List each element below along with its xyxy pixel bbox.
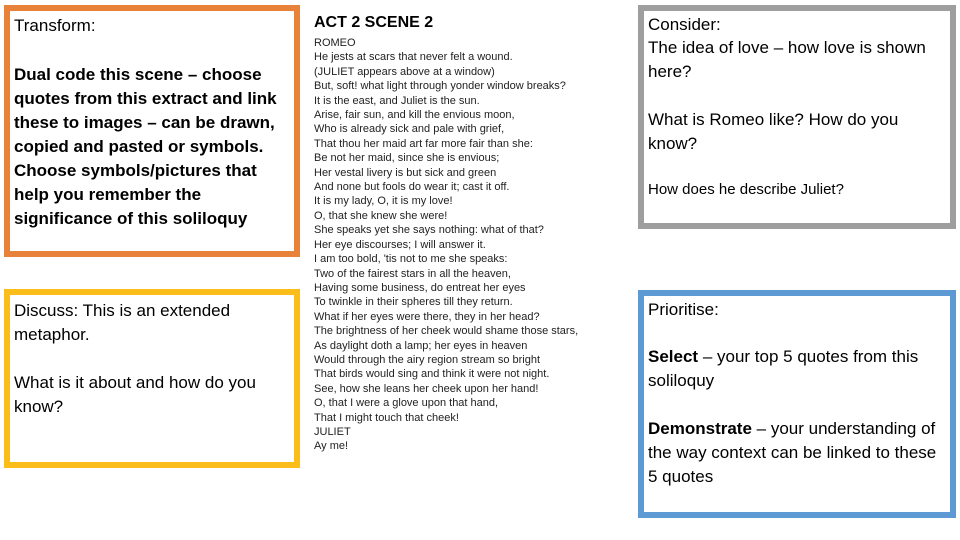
scene-extract [314,12,630,454]
scene-line: Arise, fair sun, and kill the envious moon, [314,109,515,122]
scene-line: He jests at scars that never felt a wound. [314,51,513,64]
consider-question-romeo: What is Romeo like? How do you know? [648,110,899,153]
discuss-title: Discuss: This is an extended metaphor. [14,301,231,344]
scene-line: It is the east, and Juliet is the sun. [314,94,480,107]
transform-body: Dual code this scene – choose quotes from this extract and link these to images – can be drawn, copied and pasted or symbols. Choose symbols/pictures that help you remember the significance of this soliloquy [14,65,277,228]
scene-line: Having some business, do entreat her eyes [314,281,526,294]
transform-title: Transform: [14,16,96,35]
scene-line: That thou her maid art far more fair than she: [314,137,533,150]
discuss-body: What is it about and how do you know? [14,373,256,416]
consider-title: Consider: [648,15,721,34]
scene-line: She speaks yet she says nothing: what of that? [314,224,544,237]
prioritise-box [638,290,956,518]
select-text: – your top 5 quotes from this soliloquy [648,347,919,390]
consider-question-juliet: How does he describe Juliet? [648,181,844,198]
scene-line: Be not her maid, since she is envious; [314,152,500,165]
scene-line: See, how she leans her cheek upon her hand! [314,382,539,395]
scene-line: O, that I were a glove upon that hand, [314,397,499,410]
select-label: Select [648,347,699,366]
consider-question-love: The idea of love – how love is shown here? [648,38,926,81]
demonstrate-label: Demonstrate [648,419,752,438]
scene-line: It is my lady, O, it is my love! [314,195,453,208]
scene-line: The brightness of her cheek would shame those stars, [314,325,579,338]
scene-line: That I might touch that cheek! [314,411,459,424]
scene-line: JULIET [314,425,351,438]
consider-box [638,5,956,229]
scene-line: ROMEO [314,37,356,49]
scene-line: To twinkle in their spheres till they return. [314,296,513,309]
scene-line: What if her eyes were there, they in her head? [314,310,540,323]
scene-line: Her eye discourses; I will answer it. [314,238,486,251]
demonstrate-text: – your understanding of the way context can be linked to these 5 quotes [648,419,937,486]
scene-line: But, soft! what light through yonder window breaks? [314,80,566,93]
scene-title: ACT 2 SCENE 2 [314,14,434,31]
scene-line: Her vestal livery is but sick and green [314,166,497,179]
discuss-box [4,289,300,468]
scene-line: Two of the fairest stars in all the heaven, [314,267,511,280]
scene-line: As daylight doth a lamp; her eyes in heaven [314,339,528,352]
demonstrate-instruction [648,417,946,489]
scene-line: Would through the airy region stream so bright [314,353,541,366]
scene-line: (JULIET appears above at a window) [314,65,495,78]
scene-line: That birds would sing and think it were not night. [314,368,550,381]
scene-lines [314,36,630,454]
select-instruction [648,345,946,393]
scene-line: Who is already sick and pale with grief, [314,123,505,136]
scene-line: O, that she knew she were! [314,209,448,222]
transform-box [4,5,300,257]
prioritise-title: Prioritise: [648,300,719,319]
scene-line: I am too bold, 'tis not to me she speaks: [314,253,508,266]
scene-line: Ay me! [314,440,349,453]
scene-line: And none but fools do wear it; cast it off. [314,181,510,194]
